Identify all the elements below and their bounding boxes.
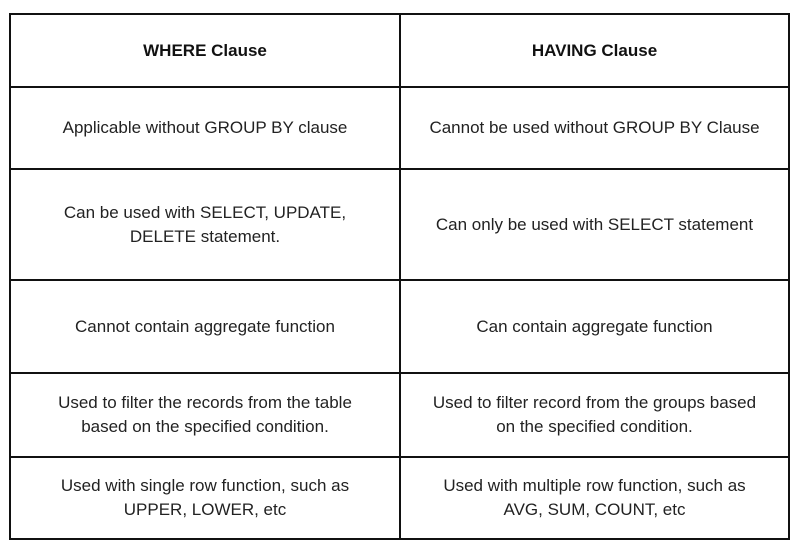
table-row [11,169,788,280]
table-row [11,280,788,373]
table-row [11,457,788,538]
cell-text: Used to filter record from the groups based [432,393,757,412]
cell-text: based on the specified condition. [81,417,329,436]
table-row [11,87,788,169]
cell-text: Applicable without GROUP BY clause [62,118,348,137]
having-cell [400,457,788,538]
cell-text: Used with single row function, such as [60,476,350,495]
having-cell [400,373,788,457]
header-where-clause: WHERE Clause [11,15,400,87]
where-cell [11,373,400,457]
having-cell [400,87,788,169]
cell-text: Used with multiple row function, such as [443,476,746,495]
cell-text: Used to filter the records from the table [58,393,352,412]
header-having-clause: HAVING Clause [400,15,788,87]
table-row [11,373,788,457]
where-cell [11,280,400,373]
cell-text: Can only be used with SELECT statement [435,214,754,234]
where-cell [11,457,400,538]
table-header-row [11,15,788,87]
cell-text: DELETE statement. [129,226,281,246]
having-cell [400,169,788,280]
where-cell [11,169,400,280]
cell-text: Cannot be used without GROUP BY Clause [429,118,760,137]
comparison-table-frame [9,13,790,540]
cell-text: on the specified condition. [496,417,693,436]
cell-text: AVG, SUM, COUNT, etc [503,500,686,519]
comparison-table [11,15,788,538]
cell-text: Can be used with SELECT, UPDATE, [63,202,347,222]
having-cell [400,280,788,373]
cell-text: Can contain aggregate function [476,316,713,336]
cell-text: UPPER, LOWER, etc [123,500,287,519]
cell-text: Cannot contain aggregate function [75,316,335,336]
where-cell [11,87,400,169]
